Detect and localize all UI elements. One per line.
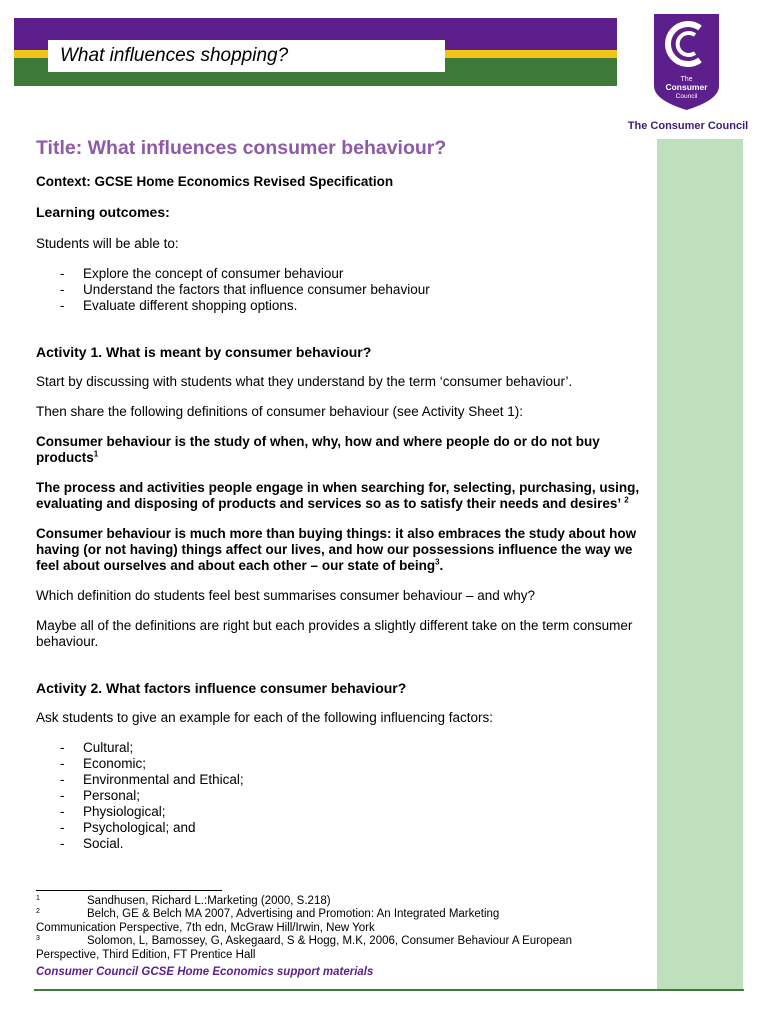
logo-line3: Council [675, 93, 698, 100]
factors-list [36, 740, 648, 852]
list-item: - Physiological; [36, 804, 648, 820]
logo-line1: The [680, 76, 693, 83]
footnote-1: 1 Sandhusen, Richard L.:Marketing (2000, S.218) [36, 895, 331, 907]
document-body [36, 136, 648, 852]
logo-line2: Consumer [665, 82, 708, 92]
list-item: - Social. [36, 836, 648, 852]
context-line: Context: GCSE Home Economics Revised Specification [36, 174, 394, 189]
activity2-intro: Ask students to give an example for each of the following influencing factors: [36, 710, 494, 725]
footnotes [36, 895, 646, 962]
activity1-paragraph: Then share the following definitions of consumer behaviour (see Activity Sheet 1): [36, 404, 524, 419]
logo-caption: The Consumer Council [627, 120, 749, 132]
list-item: - Understand the factors that influence consumer behaviour [36, 282, 648, 298]
footnote-3: 3 Solomon, L, Bamossey, G, Askegaard, S & Hogg, M.K, 2006, Consumer Behaviour A European Perspective, Third Edition, FT Prentice Hall [36, 935, 572, 961]
footnote-2: 2 Belch, GE & Belch MA 2007, Advertising and Promotion: An Integrated Marketing Communication Perspective, 7th edn, McGraw Hill/Irwin, New York [36, 908, 500, 934]
list-item: - Psychological; and [36, 820, 648, 836]
green-sidebar [657, 139, 743, 989]
footnote-rule [36, 890, 222, 891]
activity1-heading: Activity 1. What is meant by consumer behaviour? [36, 344, 372, 360]
list-item: - Environmental and Ethical; [36, 772, 648, 788]
footer-text: Consumer Council GCSE Home Economics support materials [36, 966, 374, 978]
activity1-paragraph: Start by discussing with students what they understand by the term ‘consumer behaviour’. [36, 374, 573, 389]
learning-outcomes-heading: Learning outcomes: [36, 204, 170, 220]
list-item: - Explore the concept of consumer behaviour [36, 266, 648, 282]
list-item: - Evaluate different shopping options. [36, 298, 648, 314]
definition-1: Consumer behaviour is the study of when, why, how and where people do or do not buy products$^1$ [36, 434, 600, 465]
activity1-paragraph: Maybe all of the definitions are right but each provides a slightly different take on the term consumer behaviour. [36, 618, 633, 649]
list-item: - Economic; [36, 756, 648, 772]
banner-title: What influences shopping? [48, 40, 445, 72]
list-item: - Cultural; [36, 740, 648, 756]
consumer-council-logo [654, 14, 719, 110]
footer-line [34, 989, 744, 991]
list-item: - Personal; [36, 788, 648, 804]
definition-2: The process and activities people engage in when searching for, selecting, purchasing, using, evaluating and disposing of products and services so as to satisfy their needs and desires’ $^2$ [36, 480, 640, 511]
activity2-heading: Activity 2. What factors influence consumer behaviour? [36, 680, 407, 696]
definition-3: Consumer behaviour is much more than buying things: it also embraces the study about how having (or not having) things affect our lives, and how our possessions influence the way we feel about ourselves and about each other – our state of being$^3$. [36, 526, 637, 573]
outcomes-list [36, 266, 648, 314]
document-title: Title: What influences consumer behaviour? [36, 137, 447, 159]
students-intro: Students will be able to: [36, 236, 179, 251]
header-banner [14, 18, 617, 86]
activity1-paragraph: Which definition do students feel best summarises consumer behaviour – and why? [36, 588, 536, 603]
